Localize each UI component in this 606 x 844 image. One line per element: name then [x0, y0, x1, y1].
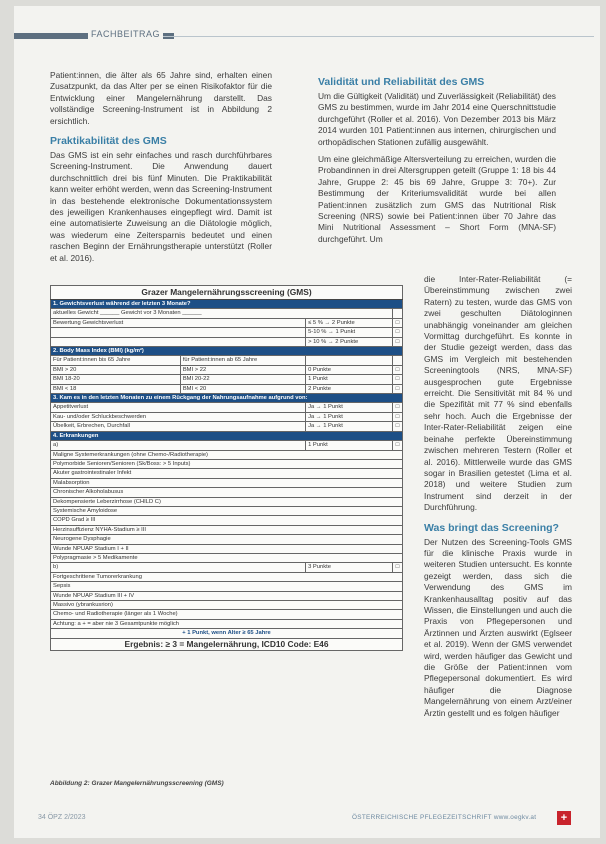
table-cell: Wunde NPUAP Stadium III + IV	[51, 591, 403, 600]
table-row	[51, 506, 403, 515]
table-cell: Chronischer Alkoholabusus	[51, 488, 403, 497]
table-cell: Akuter gastrointestinaler Infekt	[51, 469, 403, 478]
table-title: Grazer Mangelernährungsscreening (GMS)	[51, 286, 403, 300]
checkbox-icon: □	[393, 375, 403, 384]
table-row	[51, 450, 403, 459]
table-cell: 3. Kam es in den letzten Monaten zu einem Rückgang der Nahrungsaufnahme aufgrund von:	[51, 394, 403, 403]
table-row	[51, 610, 403, 619]
table-cell: Chemo- und Radiotherapie (länger als 1 Woche)	[51, 610, 403, 619]
table-row	[51, 328, 403, 337]
table-cell: BMI > 22	[180, 365, 305, 374]
table-cell: BMI < 18	[51, 384, 181, 393]
table-row	[51, 318, 403, 327]
page-footer	[14, 814, 600, 828]
table-cell: Übelkeit, Erbrechen, Durchfall	[51, 422, 306, 431]
table-cell: Massivo (ybrankusrion)	[51, 601, 403, 610]
table-cell: ≤ 5 % → 2 Punkte	[306, 318, 393, 327]
table-row	[51, 601, 403, 610]
table-cell: Ergebnis: ≥ 3 = Mangelernährung, ICD10 Code: E46	[51, 638, 403, 650]
section-heading: Was bringt das Screening?	[424, 521, 559, 534]
table-row	[51, 403, 403, 412]
table-row	[51, 516, 403, 525]
table-cell: aktuelles Gewicht ______ Gewicht vor 3 Monaten ______	[51, 309, 393, 318]
checkbox-icon: □	[393, 365, 403, 374]
left-column	[50, 70, 272, 270]
table-row	[51, 629, 403, 638]
table-cell: Achtung: a + = aber nie 3 Gesamtpunkte möglich	[51, 619, 403, 628]
checkbox-icon: □	[393, 403, 403, 412]
journal-logo-icon: +	[557, 811, 571, 825]
table-row	[51, 638, 403, 650]
checkbox-icon: □	[393, 412, 403, 421]
checkbox-icon	[393, 356, 403, 365]
checkbox-icon: □	[393, 337, 403, 346]
table-row	[51, 375, 403, 384]
section-header	[14, 28, 600, 42]
table-row	[51, 384, 403, 393]
table-cell: > 10 % → 2 Punkte	[306, 337, 393, 346]
table-row	[51, 365, 403, 374]
table-row	[51, 459, 403, 468]
right-column-narrow	[424, 274, 572, 725]
table-cell: Appetitverlust	[51, 403, 306, 412]
table-row	[51, 525, 403, 534]
table-row	[51, 544, 403, 553]
table-row	[51, 356, 403, 365]
paragraph: Das GMS ist ein sehr einfaches und rasch durchführbares Screening-Instrument. Die Anwendung dauert durchschnittlich drei bis fünf Minuten. Die Praktikabilität kann weiter erhöht werden, wenn das Screening-Instrument in das bestehende elektronische Dokumentationssystem des jeweiligen Krankenhauses eingepflegt wird. Damit ist eine automatisierte Zuweisung an die Diätologie möglich, was wiederum eine Zeitersparnis bedeutet und einen raschen Beginn der Ernährungstherapie unterstützt (Roller et al. 2016).	[50, 150, 272, 263]
table-row	[51, 394, 403, 403]
checkbox-icon: □	[393, 563, 403, 572]
paragraph: Um die Gültigkeit (Validität) und Zuverlässigkeit (Reliabilität) des GMS zu bestimmen, wurde im Jahr 2014 eine Querschnittstudie durchgeführt (Roller et al. 2016). Von Dezember 2013 bis März 2014 wurden 101 Patient:innen aus internen, chirurgischen und orthopädischen Stationen zufällig ausgewählt.	[318, 91, 556, 147]
table-row	[51, 422, 403, 431]
table-row	[51, 572, 403, 581]
table-cell: Sepsis	[51, 582, 403, 591]
magazine-page	[14, 6, 600, 838]
checkbox-icon	[393, 309, 403, 318]
table-cell: 1 Punkt	[306, 441, 393, 450]
table-cell: + 1 Punkt, wenn Alter ≥ 65 Jahre	[51, 629, 403, 638]
table-cell: Polypragmasie > 5 Medikamente	[51, 553, 403, 562]
table-row	[51, 300, 403, 309]
right-column	[318, 76, 556, 251]
table-cell: Polymorbide Senioren/Senioren (Sk/Boss: > 5 Inputs)	[51, 459, 403, 468]
table-cell: Maligne Systemerkrankungen (ohne Chemo-/Radiotherapie)	[51, 450, 403, 459]
table-cell: a)	[51, 441, 306, 450]
table-cell: BMI 18-20	[51, 375, 181, 384]
table-cell: BMI 20-22	[180, 375, 305, 384]
table-cell	[51, 337, 306, 346]
table-cell: Ja → 1 Punkt	[306, 412, 393, 421]
table-cell: Dekompensierte Leberzirrhose (CHILD C)	[51, 497, 403, 506]
paragraph: Um eine gleichmäßige Altersverteilung zu erreichen, wurden die Probandinnen in drei Altersgruppen geteilt (Gruppe 1: 18 bis 44 Jahre, Gruppe 2: 45 bis 69 Jahre, Gruppe 3: 70+). Zur Bestimmung der Kriteriumsvalidität wurde bei allen Patient:innen zusätzlich zum GMS das Nutritional Risk Screening (NRS) sowie bei Patient:innen über 70 Jahre das Mini Nutritional Assessment – Short Form (MNA-SF) durchgeführt. Um	[318, 154, 556, 244]
table-row	[51, 488, 403, 497]
table-cell: 5-10 % → 1 Punkt	[306, 328, 393, 337]
table-row	[51, 619, 403, 628]
table-row	[51, 582, 403, 591]
publication-name: ÖSTERREICHISCHE PFLEGEZEITSCHRIFT www.oegkv.at	[352, 814, 537, 821]
section-heading: Validität und Reliabilität des GMS	[318, 76, 485, 88]
table-cell: Malabsorption	[51, 478, 403, 487]
table-cell: 3 Punkte	[306, 563, 393, 572]
table-row	[51, 553, 403, 562]
checkbox-icon: □	[393, 318, 403, 327]
table-row	[51, 563, 403, 572]
table-cell: 2. Body Mass Index (BMI) (kg/m²)	[51, 347, 403, 356]
table-cell: BMI < 20	[180, 384, 305, 393]
table-cell: Wunde NPUAP Stadium I + II	[51, 544, 403, 553]
table-cell: COPD Grad ≥ III	[51, 516, 403, 525]
table-row	[51, 478, 403, 487]
figure-caption: Abbildung 2: Grazer Mangelernährungsscreening (GMS)	[50, 780, 224, 787]
table-cell: b)	[51, 563, 306, 572]
table-row	[51, 347, 403, 356]
page-number: 34 ÖPZ 2/2023	[38, 814, 86, 821]
checkbox-icon: □	[393, 422, 403, 431]
table-cell: 4. Erkrankungen	[51, 431, 403, 440]
table-row	[51, 431, 403, 440]
table-cell: Fortgeschrittene Tumorerkrankung	[51, 572, 403, 581]
table-row	[51, 337, 403, 346]
gms-table	[50, 285, 403, 651]
table-cell: 2 Punkte	[306, 384, 393, 393]
section-label: FACHBEITRAG	[88, 29, 163, 39]
table-cell	[306, 356, 393, 365]
table-cell: Herzinsuffizienz NYHA-Stadium ≥ III	[51, 525, 403, 534]
table-cell: für Patient:innen ab 65 Jahre	[180, 356, 305, 365]
table-row	[51, 309, 403, 318]
table-cell: Neurogene Dysphagie	[51, 535, 403, 544]
header-rule	[154, 36, 594, 37]
table-row	[51, 591, 403, 600]
table-cell	[51, 328, 306, 337]
table-cell: 1 Punkt	[306, 375, 393, 384]
table-row	[51, 412, 403, 421]
section-heading: Praktikabilität des GMS	[50, 135, 167, 148]
table-cell: Bewertung Gewichtsverlust	[51, 318, 306, 327]
table-cell: Ja → 1 Punkt	[306, 422, 393, 431]
checkbox-icon: □	[393, 384, 403, 393]
table-cell: Für Patient:innen bis 65 Jahre	[51, 356, 181, 365]
paragraph: die Inter-Rater-Reliabilität (= Übereinstimmung zwischen zwei Ratern) zu testen, wurde das GMS von zwei geschulten Diätologinnen unabhängig voneinander am gleichen Vormittag durchgeführt. Es konnte in der Studie gezeigt werden, dass das GMS im Vergleich mit bestehenden Screeningtools (NRS, MNA-SF) ausgesprochen gute Ergebnisse erreicht. Die Sensitivität mit 84 % und die Spezifität mit 77 % sind ebenfalls sehr hoch. Auch die Ergebnisse der Inter-Rater-Reliabilität zeigen eine beinahe perfekte Übereinstimmung zwischen mehreren Testern (Roller et al. 2016). Mittlerweile wurde das GMS sogar in Brasilien getestet (Lima et al. 2018) und weitere Studien zum Instrument sind derzeit in der Durchführung.	[424, 274, 572, 513]
table-cell: Kau- und/oder Schluckbeschwerden	[51, 412, 306, 421]
checkbox-icon: □	[393, 441, 403, 450]
table-row	[51, 497, 403, 506]
table-row	[51, 469, 403, 478]
table-row	[51, 441, 403, 450]
table-cell: 1. Gewichtsverlust während der letzten 3 Monate?	[51, 300, 403, 309]
table-row	[51, 535, 403, 544]
paragraph: Der Nutzen des Screening-Tools GMS für die klinische Praxis wurde in weiteren Studien untersucht. Es konnte gezeigt werden, dass sich die Verwendung des GMS im Krankenhausalltag positiv auf das Wissen, die Einstellungen und auch die Praxis von Pflegepersonen und Ärztinnen und Ärzten auswirkt (Eglseer et al. 2019). Wenn der GMS verwendet wird, werden häufiger das Gewicht und die Größe der Patient:innen vom Pflegepersonal dokumentiert. Es wird häufiger die Diagnose Mangelernährung von einem Arzt/einer Ärztin gestellt und es folgen häufiger	[424, 536, 572, 718]
table-cell: Systemische Amyloidose	[51, 506, 403, 515]
table-cell: 0 Punkte	[306, 365, 393, 374]
paragraph: Patient:innen, die älter als 65 Jahre sind, erhalten einen Zusatzpunkt, da das Alter per se einen Risikofaktor für die Entwicklung einer Mangelernährung darstellt. Das vollständige Screening-Instrument ist in Abbildung 2 ersichtlich.	[50, 70, 272, 126]
table-cell: BMI > 20	[51, 365, 181, 374]
table-cell: Ja → 1 Punkt	[306, 403, 393, 412]
checkbox-icon: □	[393, 328, 403, 337]
